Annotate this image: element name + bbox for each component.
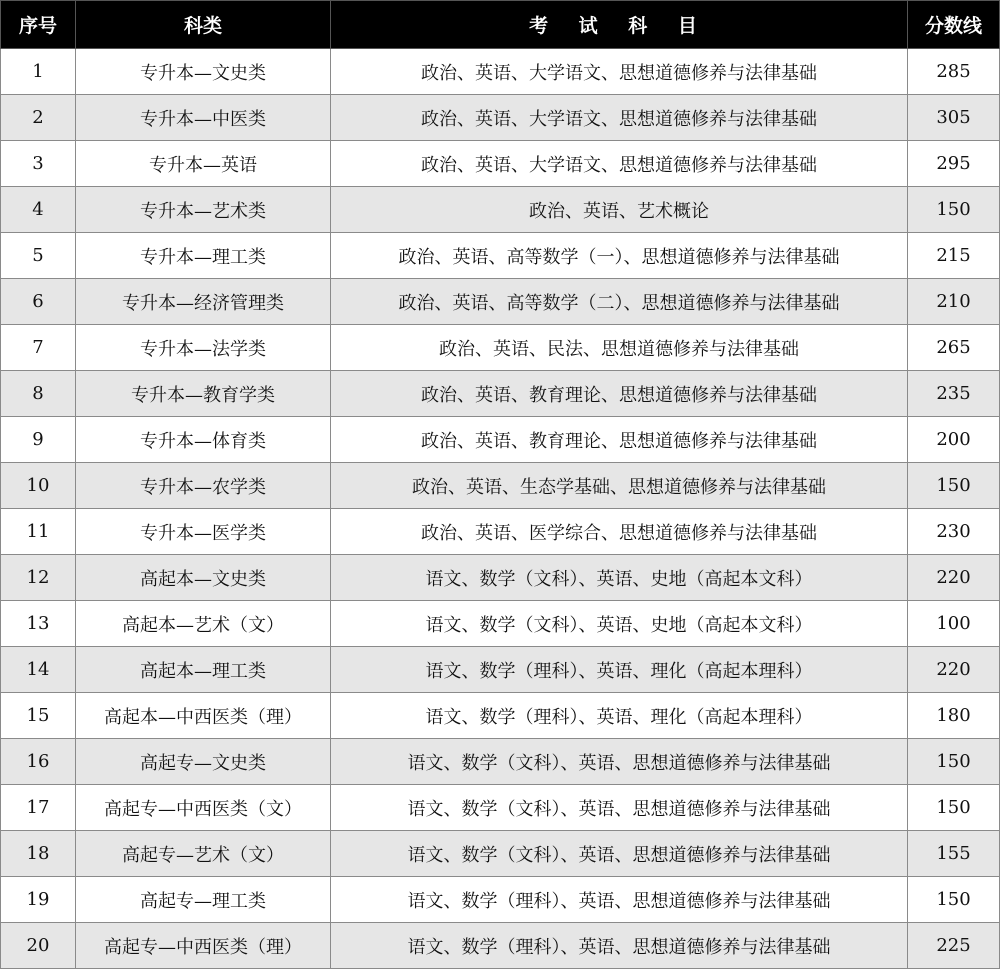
cell-score: 230 — [908, 509, 1000, 555]
table-body — [1, 49, 1000, 969]
table-row — [1, 923, 1000, 969]
cell-subjects: 政治、英语、教育理论、思想道德修养与法律基础 — [331, 417, 908, 463]
cell-subjects: 政治、英语、大学语文、思想道德修养与法律基础 — [331, 141, 908, 187]
cell-index: 4 — [1, 187, 76, 233]
cell-index: 6 — [1, 279, 76, 325]
cell-subjects: 政治、英语、大学语文、思想道德修养与法律基础 — [331, 95, 908, 141]
cell-subjects: 语文、数学（理科）、英语、理化（高起本理科） — [331, 693, 908, 739]
cell-index: 13 — [1, 601, 76, 647]
cell-subjects: 语文、数学（理科）、英语、思想道德修养与法律基础 — [331, 923, 908, 969]
cell-index: 16 — [1, 739, 76, 785]
cell-score: 210 — [908, 279, 1000, 325]
header-subjects: 考 试 科 目 — [331, 1, 908, 49]
cell-index: 20 — [1, 923, 76, 969]
table-row — [1, 463, 1000, 509]
cell-index: 10 — [1, 463, 76, 509]
cell-score: 180 — [908, 693, 1000, 739]
cell-subjects: 语文、数学（文科）、英语、史地（高起本文科） — [331, 601, 908, 647]
cell-subjects: 政治、英语、生态学基础、思想道德修养与法律基础 — [331, 463, 908, 509]
table-header — [1, 1, 1000, 49]
cell-index: 5 — [1, 233, 76, 279]
cell-subjects: 政治、英语、民法、思想道德修养与法律基础 — [331, 325, 908, 371]
cell-index: 17 — [1, 785, 76, 831]
cell-score: 220 — [908, 555, 1000, 601]
cell-score: 150 — [908, 877, 1000, 923]
cell-index: 9 — [1, 417, 76, 463]
header-index: 序号 — [1, 1, 76, 49]
cell-score: 285 — [908, 49, 1000, 95]
cell-subjects: 政治、英语、医学综合、思想道德修养与法律基础 — [331, 509, 908, 555]
cell-category: 专升本—中医类 — [76, 95, 331, 141]
cell-score: 150 — [908, 187, 1000, 233]
table-row — [1, 49, 1000, 95]
cell-subjects: 语文、数学（理科）、英语、思想道德修养与法律基础 — [331, 877, 908, 923]
table-row — [1, 509, 1000, 555]
cell-subjects: 语文、数学（文科）、英语、思想道德修养与法律基础 — [331, 739, 908, 785]
cell-subjects: 政治、英语、大学语文、思想道德修养与法律基础 — [331, 49, 908, 95]
cell-category: 高起专—理工类 — [76, 877, 331, 923]
cell-category: 高起专—艺术（文） — [76, 831, 331, 877]
cell-score: 150 — [908, 463, 1000, 509]
cell-category: 高起本—艺术（文） — [76, 601, 331, 647]
cell-subjects: 政治、英语、教育理论、思想道德修养与法律基础 — [331, 371, 908, 417]
cell-score: 200 — [908, 417, 1000, 463]
cell-score: 305 — [908, 95, 1000, 141]
table-row — [1, 371, 1000, 417]
cell-score: 235 — [908, 371, 1000, 417]
cell-category: 高起本—中西医类（理） — [76, 693, 331, 739]
cell-category: 专升本—经济管理类 — [76, 279, 331, 325]
table-row — [1, 95, 1000, 141]
table-row — [1, 877, 1000, 923]
table-row — [1, 785, 1000, 831]
cell-score: 155 — [908, 831, 1000, 877]
cell-index: 7 — [1, 325, 76, 371]
cell-index: 18 — [1, 831, 76, 877]
cell-score: 215 — [908, 233, 1000, 279]
cell-category: 高起专—中西医类（文） — [76, 785, 331, 831]
cell-category: 专升本—艺术类 — [76, 187, 331, 233]
cell-index: 3 — [1, 141, 76, 187]
cell-category: 专升本—理工类 — [76, 233, 331, 279]
cell-category: 高起本—理工类 — [76, 647, 331, 693]
cell-subjects: 语文、数学（文科）、英语、史地（高起本文科） — [331, 555, 908, 601]
cell-index: 11 — [1, 509, 76, 555]
table-row — [1, 233, 1000, 279]
cell-score: 150 — [908, 785, 1000, 831]
cell-subjects: 政治、英语、高等数学（二）、思想道德修养与法律基础 — [331, 279, 908, 325]
cell-category: 高起专—文史类 — [76, 739, 331, 785]
table-row — [1, 739, 1000, 785]
table-row — [1, 279, 1000, 325]
cell-index: 2 — [1, 95, 76, 141]
table-row — [1, 187, 1000, 233]
table-row — [1, 831, 1000, 877]
cell-subjects: 语文、数学（文科）、英语、思想道德修养与法律基础 — [331, 785, 908, 831]
cell-index: 12 — [1, 555, 76, 601]
header-score: 分数线 — [908, 1, 1000, 49]
cell-category: 专升本—文史类 — [76, 49, 331, 95]
cell-index: 15 — [1, 693, 76, 739]
table-row — [1, 693, 1000, 739]
cell-index: 14 — [1, 647, 76, 693]
cell-score: 295 — [908, 141, 1000, 187]
cell-score: 100 — [908, 601, 1000, 647]
cell-category: 专升本—医学类 — [76, 509, 331, 555]
cell-score: 225 — [908, 923, 1000, 969]
cell-score: 220 — [908, 647, 1000, 693]
cell-score: 265 — [908, 325, 1000, 371]
table-row — [1, 555, 1000, 601]
cell-category: 专升本—教育学类 — [76, 371, 331, 417]
cell-category: 专升本—法学类 — [76, 325, 331, 371]
cell-subjects: 语文、数学（文科）、英语、思想道德修养与法律基础 — [331, 831, 908, 877]
cell-index: 8 — [1, 371, 76, 417]
cell-subjects: 政治、英语、艺术概论 — [331, 187, 908, 233]
cell-subjects: 政治、英语、高等数学（一）、思想道德修养与法律基础 — [331, 233, 908, 279]
cell-category: 高起本—文史类 — [76, 555, 331, 601]
cell-category: 专升本—英语 — [76, 141, 331, 187]
table-row — [1, 601, 1000, 647]
table-row — [1, 325, 1000, 371]
cell-subjects: 语文、数学（理科）、英语、理化（高起本理科） — [331, 647, 908, 693]
header-category: 科类 — [76, 1, 331, 49]
cell-category: 专升本—农学类 — [76, 463, 331, 509]
cell-index: 19 — [1, 877, 76, 923]
cell-category: 专升本—体育类 — [76, 417, 331, 463]
header-row — [1, 1, 1000, 49]
table-row — [1, 417, 1000, 463]
cell-score: 150 — [908, 739, 1000, 785]
table-row — [1, 141, 1000, 187]
table-row — [1, 647, 1000, 693]
cell-category: 高起专—中西医类（理） — [76, 923, 331, 969]
cell-index: 1 — [1, 49, 76, 95]
